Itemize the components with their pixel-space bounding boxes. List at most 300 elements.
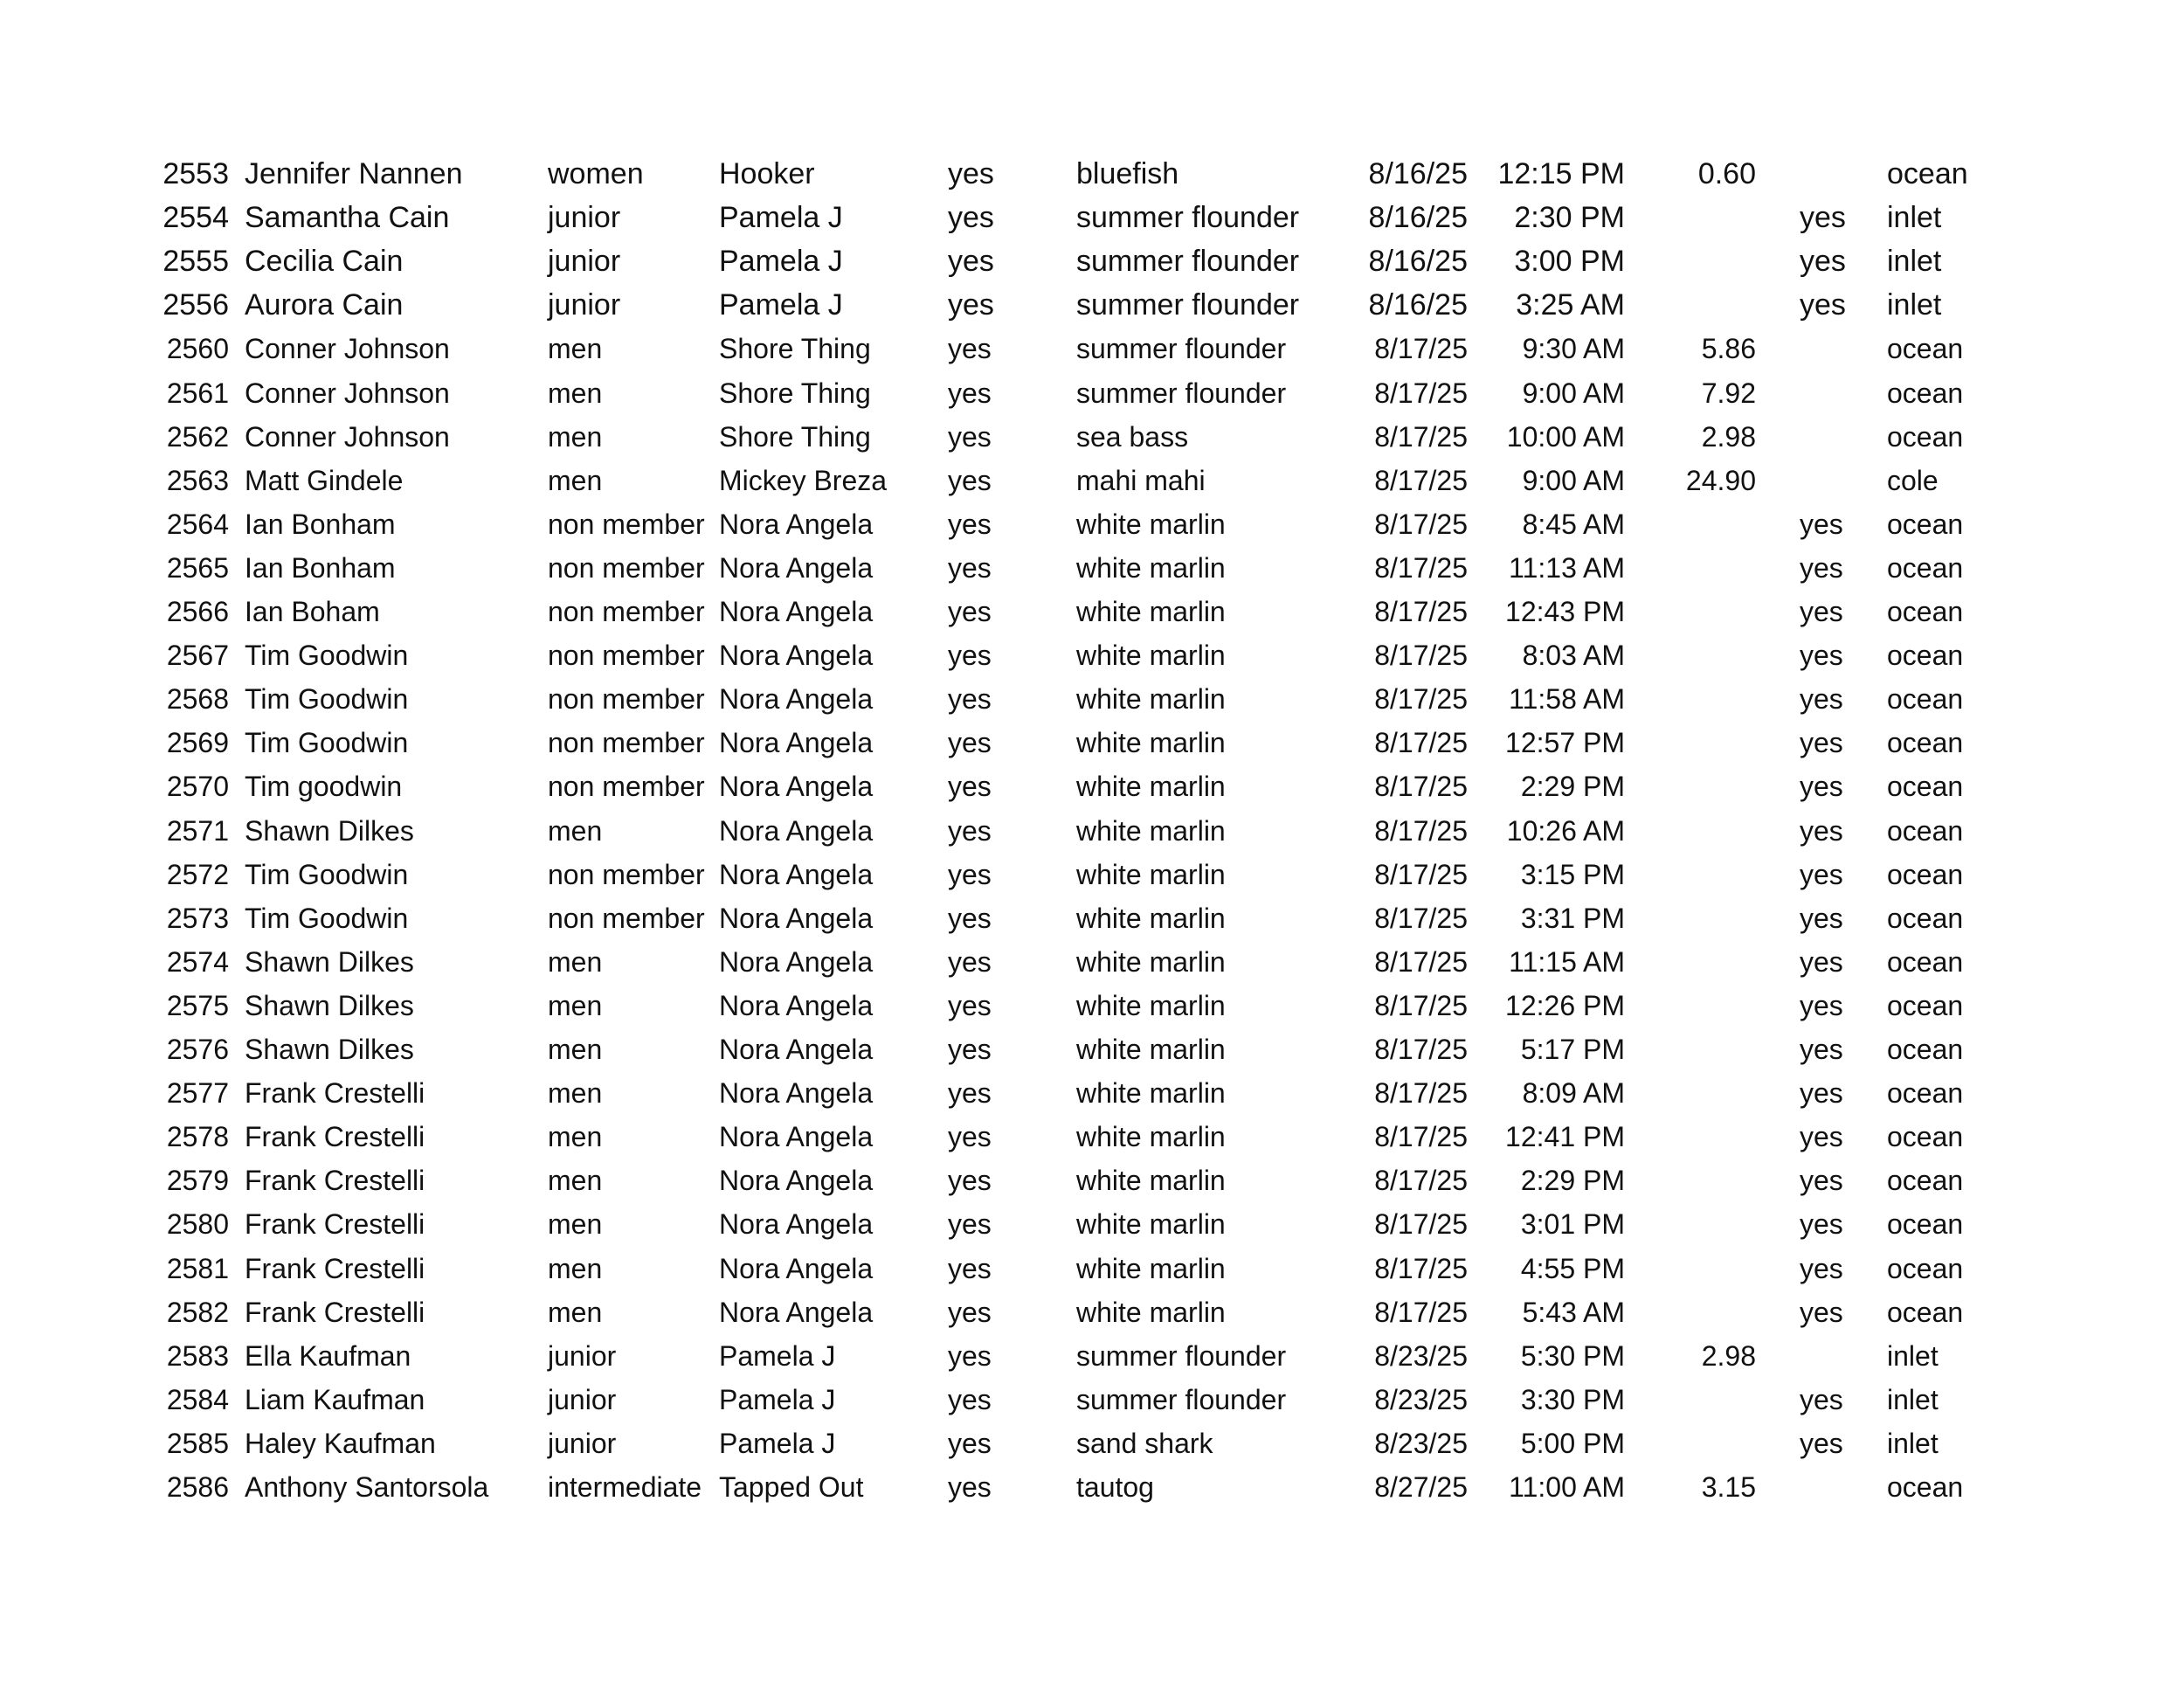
catch-location: inlet — [1887, 288, 1942, 322]
fish-weight — [1642, 633, 1756, 677]
catch-location: inlet — [1887, 245, 1942, 279]
released-flag: yes — [948, 377, 992, 409]
catch-location: ocean — [1887, 814, 1964, 847]
table-row — [0, 196, 2184, 239]
catch-location: ocean — [1887, 683, 1964, 716]
entry-id: 2575 — [166, 989, 229, 1021]
catch-location: ocean — [1887, 1252, 1964, 1284]
tagged-flag: yes — [1800, 1296, 1843, 1328]
angler-name: Ian Boham — [245, 596, 380, 627]
released-flag: yes — [948, 902, 992, 934]
entry-id: 2560 — [166, 333, 229, 365]
catch-date: 8/17/25 — [1374, 420, 1468, 453]
catch-date: 8/17/25 — [1374, 771, 1468, 803]
table-row — [0, 371, 2184, 415]
angler-name: Shawn Dilkes — [245, 814, 414, 847]
angler-category: men — [548, 945, 603, 978]
fish-species: sand shark — [1076, 1427, 1213, 1459]
angler-category: men — [548, 420, 603, 453]
table-row — [0, 984, 2184, 1027]
catch-location: ocean — [1887, 1208, 1964, 1241]
fish-weight — [1642, 196, 1756, 239]
fish-species: white marlin — [1076, 814, 1226, 847]
boat-name: Nora Angela — [719, 1208, 874, 1241]
catch-date: 8/17/25 — [1374, 1121, 1468, 1153]
entry-id: 2586 — [166, 1471, 229, 1503]
fish-weight — [1642, 1378, 1756, 1422]
catch-location: ocean — [1887, 1121, 1964, 1153]
released-flag: yes — [948, 420, 992, 453]
entry-id: 2574 — [166, 945, 229, 978]
catch-location: ocean — [1887, 1165, 1964, 1197]
tagged-flag: yes — [1800, 1077, 1843, 1110]
entry-id: 2581 — [166, 1252, 229, 1284]
fish-weight: 2.98 — [1701, 420, 1756, 453]
boat-name: Nora Angela — [719, 858, 874, 890]
angler-category: non member — [548, 727, 705, 759]
boat-name: Nora Angela — [719, 683, 874, 716]
catch-time: 3:01 PM — [1520, 1208, 1625, 1241]
table-row — [0, 1378, 2184, 1422]
catch-location: ocean — [1887, 377, 1964, 409]
boat-name: Nora Angela — [719, 989, 874, 1021]
fish-species: white marlin — [1076, 596, 1226, 627]
released-flag: yes — [948, 1165, 992, 1197]
entry-id: 2556 — [162, 288, 229, 322]
fish-weight — [1642, 809, 1756, 853]
boat-name: Pamela J — [719, 1383, 836, 1415]
catch-date: 8/23/25 — [1374, 1427, 1468, 1459]
fish-species: white marlin — [1076, 989, 1226, 1021]
tagged-flag: yes — [1800, 727, 1843, 759]
table-row — [0, 590, 2184, 633]
tagged-flag: yes — [1800, 551, 1843, 584]
tagged-flag: yes — [1800, 771, 1843, 803]
catch-location: ocean — [1887, 157, 1968, 190]
angler-name: Haley Kaufman — [245, 1427, 436, 1459]
entry-id: 2553 — [162, 157, 229, 190]
fish-species: summer flounder — [1076, 288, 1300, 322]
released-flag: yes — [948, 464, 992, 496]
catch-date: 8/23/25 — [1374, 1339, 1468, 1372]
catch-location: ocean — [1887, 989, 1964, 1021]
entry-id: 2554 — [162, 201, 229, 235]
table-row — [0, 633, 2184, 677]
boat-name: Nora Angela — [719, 508, 874, 540]
angler-category: men — [548, 814, 603, 847]
boat-name: Shore Thing — [719, 420, 871, 453]
angler-category: non member — [548, 596, 705, 627]
tagged-flag: yes — [1800, 201, 1846, 235]
released-flag: yes — [948, 1121, 992, 1153]
catch-time: 9:00 AM — [1522, 464, 1625, 496]
angler-category: non member — [548, 858, 705, 890]
catch-location: ocean — [1887, 1296, 1964, 1328]
fish-weight — [1642, 896, 1756, 940]
catch-time: 9:30 AM — [1522, 333, 1625, 365]
tagged-flag: yes — [1800, 1427, 1843, 1459]
catch-location: inlet — [1887, 1339, 1939, 1372]
fish-weight: 24.90 — [1685, 464, 1756, 496]
catch-time: 3:25 AM — [1516, 288, 1625, 322]
released-flag: yes — [948, 1339, 992, 1372]
fish-weight: 5.86 — [1701, 333, 1756, 365]
table-row — [0, 721, 2184, 764]
boat-name: Pamela J — [719, 1339, 836, 1372]
table-row — [0, 152, 2184, 196]
catch-date: 8/17/25 — [1374, 640, 1468, 672]
entry-id: 2569 — [166, 727, 229, 759]
angler-name: Shawn Dilkes — [245, 945, 414, 978]
angler-name: Frank Crestelli — [245, 1252, 425, 1284]
catch-date: 8/27/25 — [1374, 1471, 1468, 1503]
catch-time: 3:00 PM — [1514, 245, 1625, 279]
angler-name: Ella Kaufman — [245, 1339, 411, 1372]
fish-species: white marlin — [1076, 1296, 1226, 1328]
released-flag: yes — [948, 1427, 992, 1459]
angler-name: Ian Bonham — [245, 551, 396, 584]
table-row — [0, 283, 2184, 327]
angler-name: Tim Goodwin — [245, 683, 409, 716]
entry-id: 2565 — [166, 551, 229, 584]
catch-date: 8/17/25 — [1374, 1296, 1468, 1328]
boat-name: Mickey Breza — [719, 464, 888, 496]
fish-species: summer flounder — [1076, 377, 1287, 409]
fish-weight — [1642, 764, 1756, 808]
catch-date: 8/17/25 — [1374, 551, 1468, 584]
angler-category: non member — [548, 771, 705, 803]
angler-name: Cecilia Cain — [245, 245, 404, 279]
boat-name: Nora Angela — [719, 1252, 874, 1284]
fish-weight — [1642, 1027, 1756, 1071]
released-flag: yes — [948, 245, 994, 279]
angler-category: men — [548, 377, 603, 409]
tagged-flag: yes — [1800, 945, 1843, 978]
fish-weight — [1642, 1115, 1756, 1159]
catch-time: 8:45 AM — [1522, 508, 1625, 540]
table-row — [0, 940, 2184, 984]
fish-weight — [1642, 1247, 1756, 1290]
boat-name: Nora Angela — [719, 551, 874, 584]
catch-time: 11:15 AM — [1509, 945, 1625, 978]
table-row — [0, 809, 2184, 853]
table-row — [0, 1465, 2184, 1509]
released-flag: yes — [948, 989, 992, 1021]
fish-species: summer flounder — [1076, 245, 1300, 279]
entry-id: 2571 — [166, 814, 229, 847]
fish-weight: 2.98 — [1701, 1339, 1756, 1372]
catch-date: 8/17/25 — [1374, 683, 1468, 716]
boat-name: Nora Angela — [719, 727, 874, 759]
released-flag: yes — [948, 1383, 992, 1415]
released-flag: yes — [948, 858, 992, 890]
catch-date: 8/17/25 — [1374, 945, 1468, 978]
tagged-flag: yes — [1800, 1208, 1843, 1241]
boat-name: Pamela J — [719, 245, 843, 279]
catch-date: 8/17/25 — [1374, 377, 1468, 409]
angler-category: men — [548, 1077, 603, 1110]
catch-time: 12:15 PM — [1497, 157, 1625, 190]
catch-time: 9:00 AM — [1522, 377, 1625, 409]
entry-id: 2576 — [166, 1034, 229, 1065]
released-flag: yes — [948, 640, 992, 672]
table-row — [0, 853, 2184, 896]
angler-name: Samantha Cain — [245, 201, 450, 235]
tagged-flag: yes — [1800, 640, 1843, 672]
catch-location: ocean — [1887, 1077, 1964, 1110]
catch-location: ocean — [1887, 640, 1964, 672]
catch-time: 11:00 AM — [1509, 1471, 1625, 1503]
fish-weight — [1642, 590, 1756, 633]
table-row — [0, 677, 2184, 721]
released-flag: yes — [948, 596, 992, 627]
catch-date: 8/16/25 — [1368, 245, 1468, 279]
catch-date: 8/16/25 — [1368, 288, 1468, 322]
boat-name: Hooker — [719, 157, 815, 190]
fish-weight: 3.15 — [1701, 1471, 1756, 1503]
catch-time: 3:15 PM — [1520, 858, 1625, 890]
catch-time: 3:31 PM — [1520, 902, 1625, 934]
boat-name: Nora Angela — [719, 1034, 874, 1065]
table-row — [0, 1202, 2184, 1246]
fish-weight — [1642, 546, 1756, 590]
catch-location: inlet — [1887, 1427, 1939, 1459]
angler-category: men — [548, 1296, 603, 1328]
catch-location: ocean — [1887, 1034, 1964, 1065]
angler-category: men — [548, 1252, 603, 1284]
catch-date: 8/17/25 — [1374, 1077, 1468, 1110]
fish-species: white marlin — [1076, 1121, 1226, 1153]
fish-weight — [1642, 940, 1756, 984]
angler-name: Tim Goodwin — [245, 727, 409, 759]
catch-location: ocean — [1887, 727, 1964, 759]
entry-id: 2579 — [166, 1165, 229, 1197]
fish-species: white marlin — [1076, 683, 1226, 716]
catch-time: 8:03 AM — [1522, 640, 1625, 672]
released-flag: yes — [948, 945, 992, 978]
tagged-flag: yes — [1800, 1121, 1843, 1153]
catch-date: 8/17/25 — [1374, 596, 1468, 627]
catch-date: 8/17/25 — [1374, 1034, 1468, 1065]
boat-name: Nora Angela — [719, 640, 874, 672]
fish-weight — [1642, 853, 1756, 896]
fish-weight — [1642, 239, 1756, 283]
released-flag: yes — [948, 1296, 992, 1328]
entry-id: 2584 — [166, 1383, 229, 1415]
table-row — [0, 1159, 2184, 1202]
entry-id: 2578 — [166, 1121, 229, 1153]
entry-id: 2573 — [166, 902, 229, 934]
catch-date: 8/17/25 — [1374, 902, 1468, 934]
table-row — [0, 764, 2184, 808]
angler-name: Conner Johnson — [245, 333, 450, 365]
tagged-flag: yes — [1800, 814, 1843, 847]
released-flag: yes — [948, 508, 992, 540]
fish-species: white marlin — [1076, 1165, 1226, 1197]
released-flag: yes — [948, 551, 992, 584]
fish-species: summer flounder — [1076, 201, 1300, 235]
angler-category: non member — [548, 640, 705, 672]
fish-species: white marlin — [1076, 727, 1226, 759]
catch-time: 2:30 PM — [1514, 201, 1625, 235]
released-flag: yes — [948, 771, 992, 803]
catch-date: 8/17/25 — [1374, 1252, 1468, 1284]
entry-id: 2580 — [166, 1208, 229, 1241]
tagged-flag: yes — [1800, 245, 1846, 279]
catch-date: 8/17/25 — [1374, 1208, 1468, 1241]
table-row — [0, 1247, 2184, 1290]
catch-location: ocean — [1887, 596, 1964, 627]
angler-name: Aurora Cain — [245, 288, 404, 322]
tagged-flag: yes — [1800, 1034, 1843, 1065]
released-flag: yes — [948, 333, 992, 365]
table-row — [0, 459, 2184, 502]
catch-time: 12:43 PM — [1505, 596, 1625, 627]
angler-category: junior — [548, 1383, 617, 1415]
table-row — [0, 1422, 2184, 1465]
angler-name: Ian Bonham — [245, 508, 396, 540]
table-row — [0, 1334, 2184, 1378]
entry-id: 2555 — [162, 245, 229, 279]
catch-date: 8/16/25 — [1368, 201, 1468, 235]
catch-time: 11:58 AM — [1509, 683, 1625, 716]
boat-name: Pamela J — [719, 1427, 836, 1459]
boat-name: Nora Angela — [719, 1296, 874, 1328]
entry-id: 2582 — [166, 1296, 229, 1328]
catch-time: 10:26 AM — [1506, 814, 1625, 847]
fish-weight — [1642, 1071, 1756, 1115]
catch-location: ocean — [1887, 771, 1964, 803]
angler-name: Tim goodwin — [245, 771, 403, 803]
fish-weight — [1642, 1159, 1756, 1202]
fish-species: white marlin — [1076, 1034, 1226, 1065]
catch-location: ocean — [1887, 945, 1964, 978]
angler-category: men — [548, 1034, 603, 1065]
angler-name: Tim Goodwin — [245, 640, 409, 672]
released-flag: yes — [948, 683, 992, 716]
fish-species: mahi mahi — [1076, 464, 1206, 496]
angler-name: Conner Johnson — [245, 420, 450, 453]
fish-species: tautog — [1076, 1471, 1154, 1503]
table-row — [0, 1027, 2184, 1071]
entry-id: 2563 — [166, 464, 229, 496]
boat-name: Nora Angela — [719, 814, 874, 847]
fish-species: sea bass — [1076, 420, 1189, 453]
entry-id: 2583 — [166, 1339, 229, 1372]
tagged-flag: yes — [1800, 508, 1843, 540]
catch-location: ocean — [1887, 1471, 1964, 1503]
entry-id: 2572 — [166, 858, 229, 890]
table-row — [0, 327, 2184, 370]
catch-time: 4:55 PM — [1520, 1252, 1625, 1284]
released-flag: yes — [948, 814, 992, 847]
tagged-flag: yes — [1800, 902, 1843, 934]
boat-name: Nora Angela — [719, 1121, 874, 1153]
catch-time: 5:00 PM — [1520, 1427, 1625, 1459]
boat-name: Nora Angela — [719, 1077, 874, 1110]
catch-date: 8/17/25 — [1374, 814, 1468, 847]
entry-id: 2561 — [166, 377, 229, 409]
angler-category: junior — [548, 1339, 617, 1372]
fish-species: white marlin — [1076, 1208, 1226, 1241]
angler-category: non member — [548, 551, 705, 584]
released-flag: yes — [948, 201, 994, 235]
released-flag: yes — [948, 1077, 992, 1110]
tagged-flag: yes — [1800, 1252, 1843, 1284]
fish-weight: 7.92 — [1701, 377, 1756, 409]
angler-name: Frank Crestelli — [245, 1077, 425, 1110]
angler-name: Conner Johnson — [245, 377, 450, 409]
angler-category: men — [548, 464, 603, 496]
fish-weight — [1642, 502, 1756, 546]
catch-location: ocean — [1887, 333, 1964, 365]
fish-weight — [1642, 1422, 1756, 1465]
entry-id: 2564 — [166, 508, 229, 540]
fish-weight — [1642, 721, 1756, 764]
boat-name: Shore Thing — [719, 377, 871, 409]
catch-time: 8:09 AM — [1522, 1077, 1625, 1110]
catch-time: 12:26 PM — [1505, 989, 1625, 1021]
angler-category: junior — [548, 288, 621, 322]
angler-name: Matt Gindele — [245, 464, 404, 496]
tagged-flag: yes — [1800, 989, 1843, 1021]
angler-category: women — [548, 157, 644, 190]
catch-time: 3:30 PM — [1520, 1383, 1625, 1415]
angler-category: men — [548, 1165, 603, 1197]
catch-location: ocean — [1887, 858, 1964, 890]
catch-location: ocean — [1887, 551, 1964, 584]
angler-name: Frank Crestelli — [245, 1296, 425, 1328]
catch-time: 5:30 PM — [1520, 1339, 1625, 1372]
catch-date: 8/17/25 — [1374, 508, 1468, 540]
fish-weight — [1642, 1202, 1756, 1246]
fish-species: summer flounder — [1076, 1339, 1287, 1372]
fish-weight: 0.60 — [1697, 157, 1756, 190]
catch-time: 11:13 AM — [1509, 551, 1625, 584]
catch-location: cole — [1887, 464, 1939, 496]
boat-name: Shore Thing — [719, 333, 871, 365]
entry-id: 2577 — [166, 1077, 229, 1110]
boat-name: Tapped Out — [719, 1471, 864, 1503]
tagged-flag: yes — [1800, 858, 1843, 890]
entry-id: 2585 — [166, 1427, 229, 1459]
fish-species: white marlin — [1076, 771, 1226, 803]
entry-id: 2568 — [166, 683, 229, 716]
tagged-flag: yes — [1800, 1165, 1843, 1197]
angler-category: junior — [548, 245, 621, 279]
fish-species: white marlin — [1076, 640, 1226, 672]
fish-species: white marlin — [1076, 1252, 1226, 1284]
released-flag: yes — [948, 157, 994, 190]
catch-location: inlet — [1887, 201, 1942, 235]
fish-weight — [1642, 677, 1756, 721]
fish-species: white marlin — [1076, 902, 1226, 934]
catch-date: 8/17/25 — [1374, 727, 1468, 759]
angler-category: men — [548, 989, 603, 1021]
angler-name: Shawn Dilkes — [245, 989, 414, 1021]
released-flag: yes — [948, 1034, 992, 1065]
catch-time: 12:41 PM — [1505, 1121, 1625, 1153]
catch-location: ocean — [1887, 420, 1964, 453]
fish-species: summer flounder — [1076, 1383, 1287, 1415]
fish-species: bluefish — [1076, 157, 1179, 190]
catch-date: 8/16/25 — [1368, 157, 1468, 190]
table-row — [0, 502, 2184, 546]
tagged-flag: yes — [1800, 288, 1846, 322]
entry-id: 2567 — [166, 640, 229, 672]
entry-id: 2570 — [166, 771, 229, 803]
fish-species: white marlin — [1076, 945, 1226, 978]
